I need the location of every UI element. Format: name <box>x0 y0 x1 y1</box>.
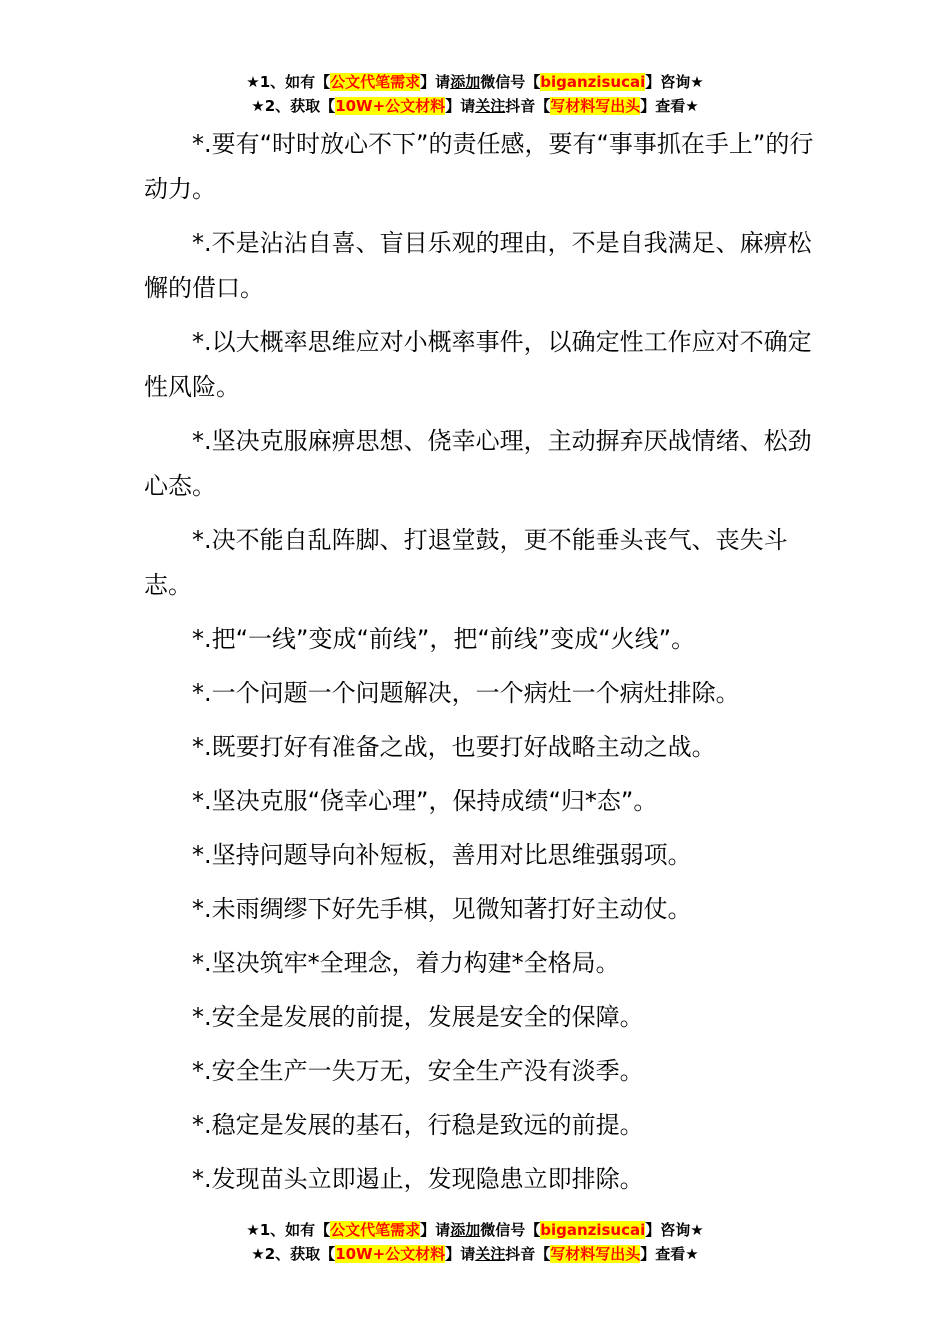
document-body <box>144 122 824 1211</box>
banner-text: 】请 <box>445 97 476 115</box>
paragraph: *.要有“时时放心不下”的责任感，要有“事事抓在手上”的行动力。 <box>144 130 814 203</box>
banner-line-1 <box>0 70 950 94</box>
banner-text: 抖音【 <box>505 97 551 115</box>
underlined-text: 关注 <box>475 97 506 115</box>
underlined-text: 添加 <box>450 73 481 91</box>
paragraph: *.一个问题一个问题解决，一个病灶一个病灶排除。 <box>192 679 740 707</box>
paragraph: *.坚决克服“侥幸心理”，保持成绩“归*态”。 <box>192 787 658 815</box>
banner-text: ★1、如有【 <box>246 1221 331 1239</box>
paragraph: *.坚持问题导向补短板，善用对比思维强弱项。 <box>192 841 692 869</box>
banner-text: 微信号【 <box>480 73 541 91</box>
banner-text: 】查看★ <box>640 97 699 115</box>
banner-text: 】请 <box>420 1221 451 1239</box>
highlight-text: biganzisucai <box>540 73 646 91</box>
paragraph: *.坚决克服麻痹思想、侥幸心理，主动摒弃厌战情绪、松劲心态。 <box>144 427 812 500</box>
banner-text: 】咨询★ <box>645 1221 704 1239</box>
banner-text: 】请 <box>445 1245 476 1263</box>
paragraph: *.以大概率思维应对小概率事件，以确定性工作应对不确定性风险。 <box>144 328 812 401</box>
paragraph: *.稳定是发展的基石，行稳是致远的前提。 <box>192 1111 644 1139</box>
paragraph: *.不是沾沾自喜、盲目乐观的理由，不是自我满足、麻痹松懈的借口。 <box>144 229 812 302</box>
highlight-text: 公文代笔需求 <box>330 73 421 91</box>
highlight-text: biganzisucai <box>540 1221 646 1239</box>
banner-text: 】咨询★ <box>645 73 704 91</box>
highlight-text: 写材料写出头 <box>550 1245 641 1263</box>
paragraph: *.安全生产一失万无，安全生产没有淡季。 <box>192 1057 644 1085</box>
highlight-text: 10W+公文材料 <box>335 97 446 115</box>
paragraph: *.未雨绸缪下好先手棋，见微知著打好主动仗。 <box>192 895 692 923</box>
underlined-text: 添加 <box>450 1221 481 1239</box>
highlight-text: 10W+公文材料 <box>335 1245 446 1263</box>
paragraph: *.既要打好有准备之战，也要打好战略主动之战。 <box>192 733 716 761</box>
underlined-text: 关注 <box>475 1245 506 1263</box>
highlight-text: 公文代笔需求 <box>330 1221 421 1239</box>
paragraph: *.发现苗头立即遏止，发现隐患立即排除。 <box>192 1165 644 1193</box>
banner-line-2 <box>0 1242 950 1266</box>
header-banner <box>0 70 950 118</box>
banner-text: 抖音【 <box>505 1245 551 1263</box>
footer-banner <box>0 1218 950 1266</box>
highlight-text: 写材料写出头 <box>550 97 641 115</box>
paragraph: *.安全是发展的前提，发展是安全的保障。 <box>192 1003 644 1031</box>
banner-text: ★2、获取【 <box>251 1245 336 1263</box>
banner-text: ★2、获取【 <box>251 97 336 115</box>
banner-text: 】查看★ <box>640 1245 699 1263</box>
banner-text: 微信号【 <box>480 1221 541 1239</box>
paragraph: *.决不能自乱阵脚、打退堂鼓，更不能垂头丧气、丧失斗志。 <box>144 526 788 599</box>
banner-line-2 <box>0 94 950 118</box>
banner-line-1 <box>0 1218 950 1242</box>
paragraph: *.坚决筑牢*全理念，着力构建*全格局。 <box>192 949 620 977</box>
paragraph: *.把“一线”变成“前线”，把“前线”变成“火线”。 <box>192 625 696 653</box>
banner-text: ★1、如有【 <box>246 73 331 91</box>
banner-text: 】请 <box>420 73 451 91</box>
